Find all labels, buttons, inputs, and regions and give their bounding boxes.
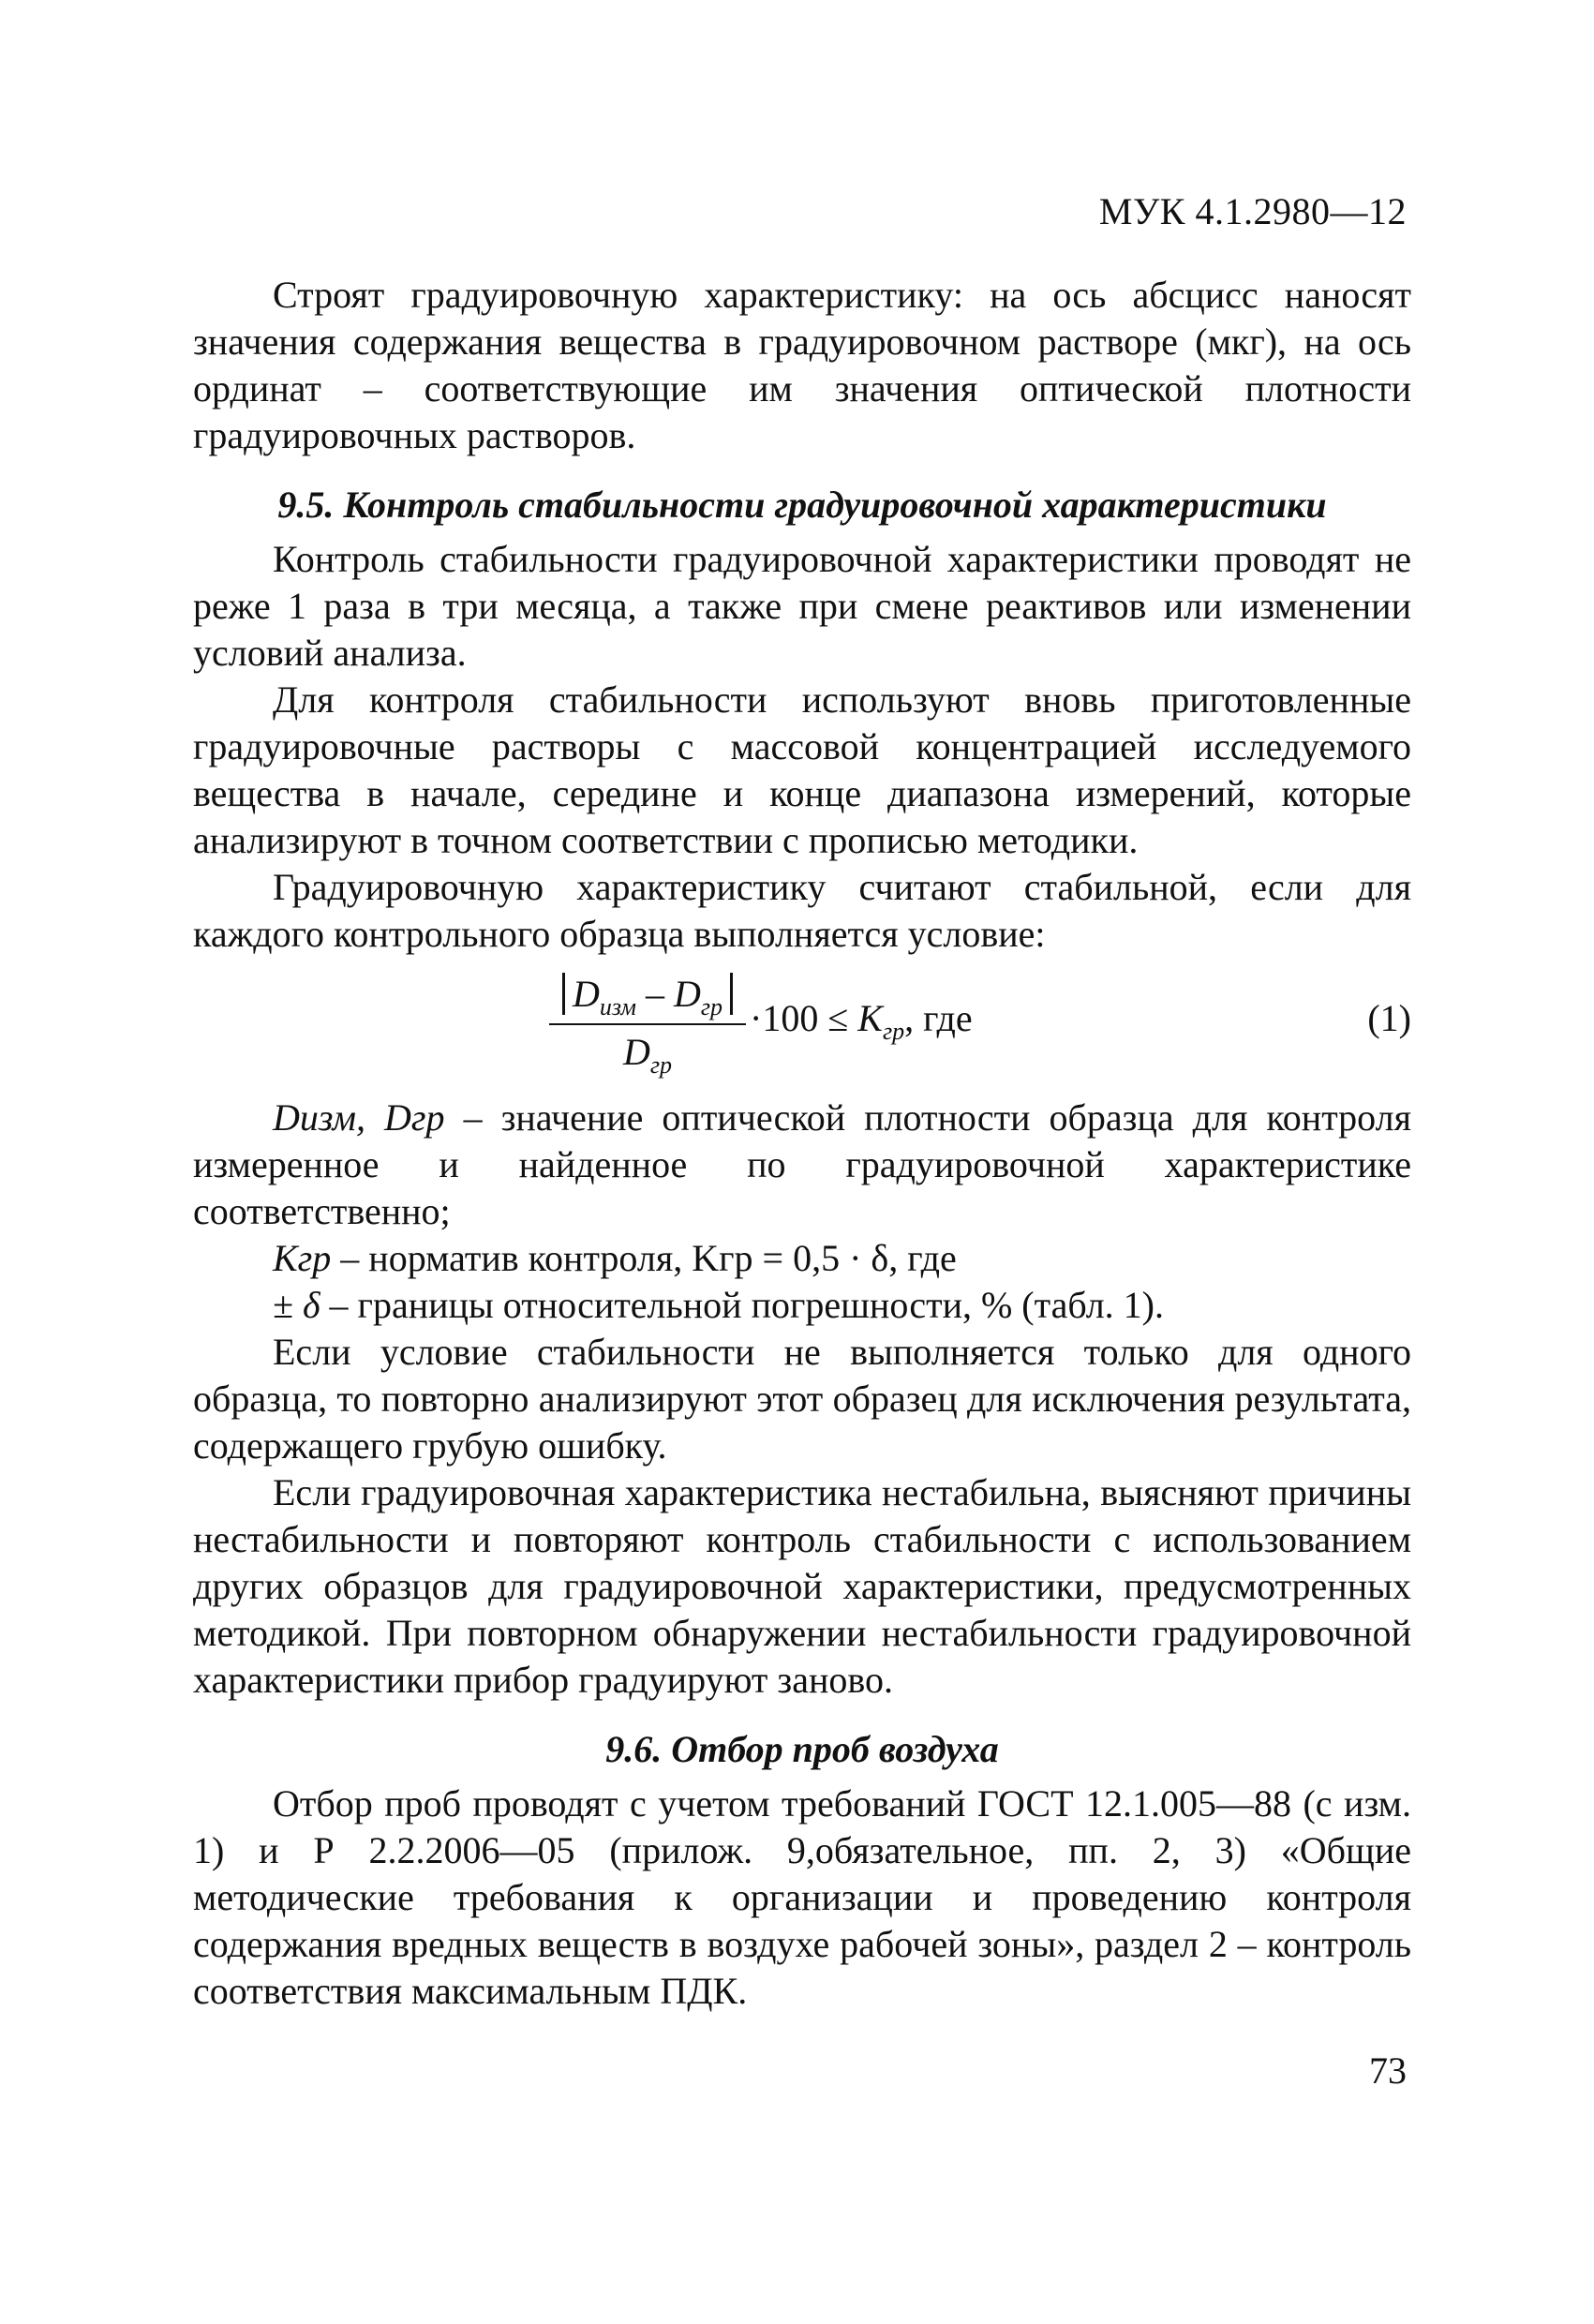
paragraph: Контроль стабильности градуировочной характеристики проводят не реже 1 раза в три месяца, а также при смене реактивов или изменении условий анализа. [193,538,1411,674]
definition-delta: ± δ – границы относительной погрешности, % (табл. 1). [273,1284,1164,1326]
document-code: МУК 4.1.2980—12 [1098,190,1407,232]
fraction-numerator: $D_{изм} - D_{гр}$ [549,971,746,1031]
definition-k: Kгр – норматив контроля, Kгр = 0,5 · δ, где [273,1237,957,1279]
fraction-denominator: $D_{гр}$ [622,1031,673,1079]
fraction [549,967,746,1089]
definition-d: Dизм, Dгр – значение оптической плотности образца для контроля измеренное и найденное по градуировочной характеристике соответственно; [193,1096,1411,1232]
paragraph: Если градуировочная характеристика нестабильна, выясняют причины нестабильности и повторяют контроль стабильности с использованием других образцов для градуировочной характеристики, предусмотренных методикой. При повторном обнаружении нестабильности градуировочной характеристики прибор градуируют заново. [193,1471,1411,1701]
formula-1 [193,967,1411,1089]
paragraph: Если условие стабильности не выполняется только для одного образца, то повторно анализируют этот образец для исключения результата, содержащего грубую ошибку. [193,1331,1411,1467]
paragraph: Для контроля стабильности используют вновь приготовленные градуировочные растворы с массовой концентрацией исследуемого вещества в начале, середине и конце диапазона измерений, которые анализируют в точном соответствии с прописью методики. [193,678,1411,861]
page-body [193,272,1411,2015]
section-9-5-heading: 9.5. Контроль стабильности градуировочной характеристики [277,484,1327,526]
equation-number: (1) [1367,997,1411,1039]
formula-expression [549,967,1074,1089]
fraction-bar [549,1023,746,1025]
page-number: 73 [1369,2049,1407,2092]
paragraph: Градуировочную характеристику считают стабильной, если для каждого контрольного образца выполняется условие: [193,866,1411,955]
formula-rhs: $\cdot 100 \le K_{гр}$, где [750,997,973,1045]
section-9-6-heading: 9.6. Отбор проб воздуха [605,1728,999,1770]
intro-paragraph: Строят градуировочную характеристику: на ось абсцисс наносят значения содержания вещества в градуировочном растворе (мкг), на ось ординат – соответствующие им значения оптической плотности градуировочных растворов. [193,274,1411,456]
paragraph: Отбор проб проводят с учетом требований ГОСТ 12.1.005—88 (с изм. 1) и Р 2.2.2006—05 (прилож. 9,обязательное, пп. 2, 3) «Общие методические требования к организации и проведению контроля содержания вредных веществ в воздухе рабочей зоны», раздел 2 – контроль соответствия максимальным ПДК. [193,1782,1411,2012]
